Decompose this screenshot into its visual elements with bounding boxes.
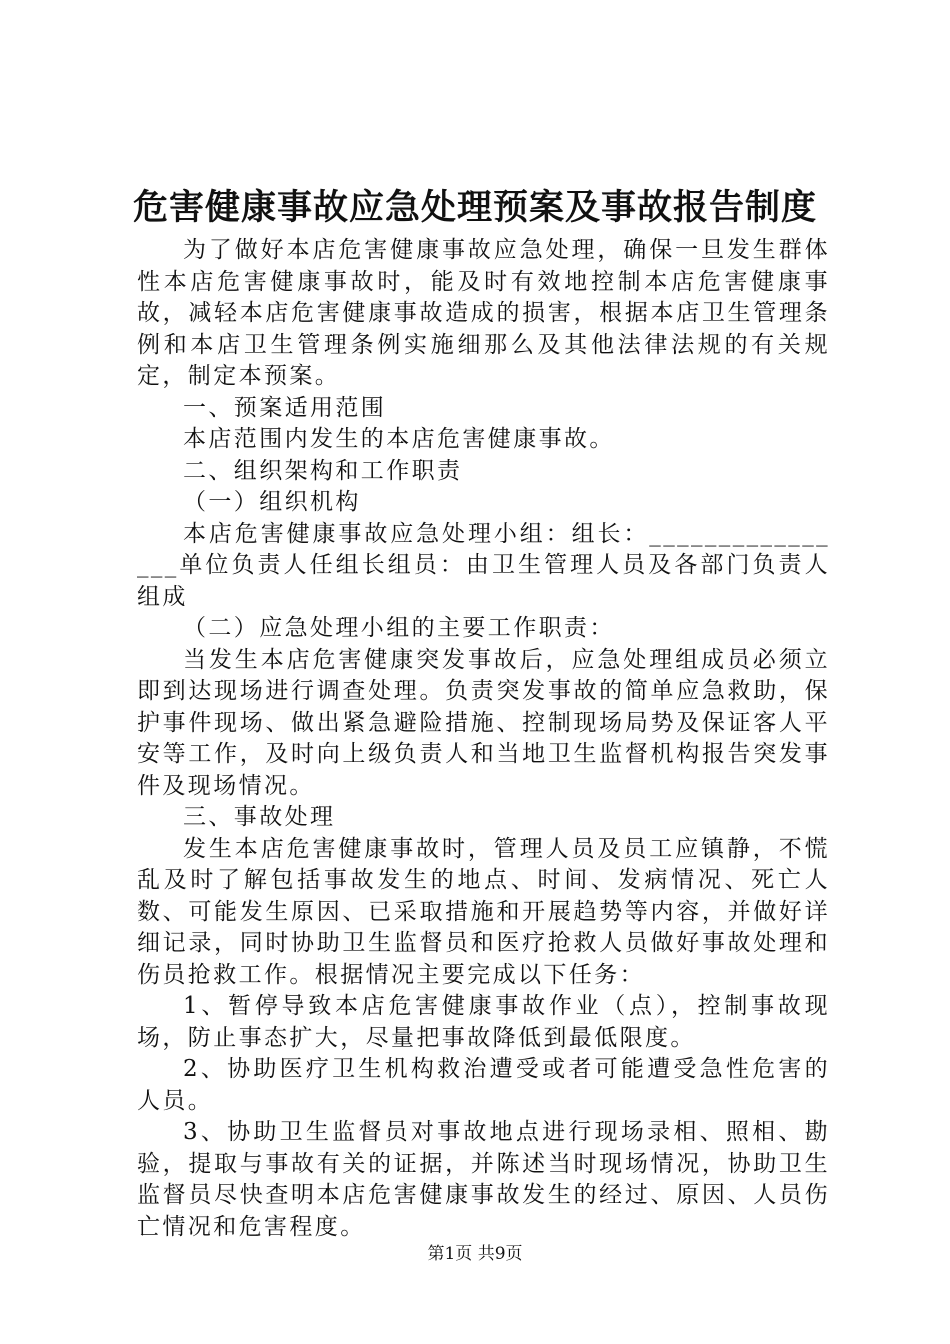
paragraph-handling: 发生本店危害健康事故时，管理人员及员工应镇静，不慌乱及时了解包括事故发生的地点、时间、发病情况、死亡人数、可能发生原因、已采取措施和开展趋势等内容，并做好详细记录，同时协助卫生监督员和医疗抢救人员做好事故处理和伤员抢救工作。根据情况主要完成以下任务： [137, 835, 830, 988]
section-heading-scope: 一、预案适用范围 [183, 394, 387, 421]
paragraph-scope: 本店范围内发生的本店危害健康事故。 [183, 426, 615, 452]
section-heading-handling: 三、事故处理 [183, 804, 336, 830]
section-heading-organization: 二、组织架构和工作职责 [183, 457, 463, 484]
document-title: 危害健康事故应急处理预案及事故报告制度 [132, 187, 817, 228]
paragraph-org-structure: 本店危害健康事故应急处理小组：组长：________________单位负责人任组长组员：由卫生管理人员及各部门负责人组成 [137, 520, 830, 610]
list-item-3: 3、协助卫生监督员对事故地点进行现场录相、照相、勘验，提取与事故有关的证据，并陈述当时现场情况，协助卫生监督员尽快查明本店危害健康事故发生的经过、原因、人员伤亡情况和危害程度。 [137, 1119, 830, 1240]
list-item-1: 1、暂停导致本店危害健康事故作业（点），控制事故现场，防止事态扩大，尽量把事故降低到最低限度。 [137, 993, 830, 1051]
page-number-footer: 第1页 共9页 [427, 1244, 523, 1264]
list-item-2: 2、协助医疗卫生机构救治遭受或者可能遭受急性危害的人员。 [137, 1056, 830, 1114]
paragraph-duties: 当发生本店危害健康突发事故后，应急处理组成员必须立即到达现场进行调查处理。负责突发事故的简单应急救助，保护事件现场、做出紧急避险措施、控制现场局势及保证客人平安等工作，及时向上级负责人和当地卫生监督机构报告突发事件及现场情况。 [137, 646, 830, 799]
subheading-duties: （二）应急处理小组的主要工作职责： [183, 615, 615, 641]
paragraph-intro: 为了做好本店危害健康事故应急处理，确保一旦发生群体性本店危害健康事故时，能及时有效地控制本店危害健康事故，减轻本店危害健康事故造成的损害，根据本店卫生管理条例和本店卫生管理条例实施细那么及其他法律法规的有关规定，制定本预案。 [137, 237, 830, 389]
subheading-org-structure: （一）组织机构 [183, 489, 361, 515]
document-body [137, 235, 830, 1243]
